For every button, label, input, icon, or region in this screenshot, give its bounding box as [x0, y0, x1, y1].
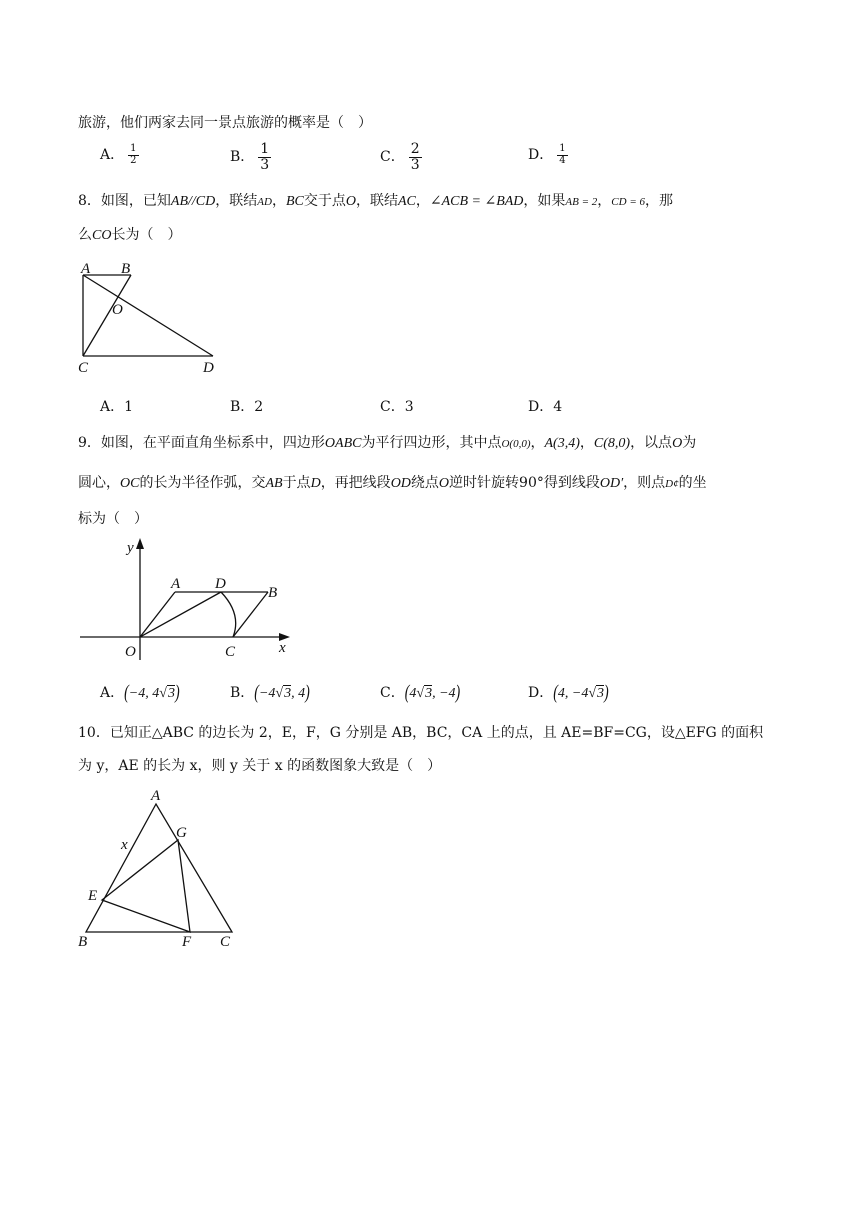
- q9-option-c[interactable]: C．(4√3, −4): [380, 682, 461, 705]
- q9-option-a[interactable]: A．(−4, 4√3): [100, 682, 180, 705]
- label-e: E: [88, 888, 98, 904]
- q8-option-c[interactable]: C．3: [380, 399, 414, 415]
- q10-stem-line1: 10．已知正△ABC 的边长为 2，E，F，G 分别是 AB，BC，CA 上的点，且 AE=BF=CG，设△EFG 的面积: [78, 725, 764, 741]
- label-c: C: [225, 644, 236, 660]
- q8-stem-line2: 么CO长为（ ）: [78, 227, 182, 243]
- q9-option-b[interactable]: B．(−4√3, 4): [230, 682, 310, 705]
- fraction: $\frac{1}{3}$: [260, 141, 270, 173]
- label-o: O: [125, 644, 136, 660]
- q8-stem-line1: 8．如图，已知AB//CD，联结AD，BC交于点O，联结AC，∠ACB = ∠BAD，如果AB = 2，CD = 6，那: [78, 193, 674, 209]
- label-b: B: [268, 585, 278, 601]
- q7-option-d[interactable]: D． $\frac{1}{4}$: [528, 143, 566, 166]
- q8-option-b[interactable]: B．2: [230, 399, 264, 415]
- q9-stem-line2: 圆心，OC的长为半径作弧，交AB于点D，再把线段OD绕点O逆时针旋转90°得到线段OD′，则点D¢的坐: [78, 475, 707, 491]
- label-c: C: [220, 934, 231, 950]
- label-x: x: [279, 640, 286, 656]
- label-b: B: [121, 261, 131, 277]
- q9-option-d[interactable]: D．(4, −4√3): [528, 682, 609, 705]
- q9-stem-line1: 9．如图，在平面直角坐标系中，四边形OABC为平行四边形，其中点O(0,0)，A(3,4)，C(8,0)，以点O为: [78, 435, 697, 451]
- label-a: A: [151, 788, 161, 804]
- q7-stem: 旅游，他们两家去同一景点旅游的概率是（ ）: [78, 115, 372, 131]
- q7-option-a[interactable]: A． $\frac{1}{2}$: [100, 143, 137, 166]
- label-b: B: [78, 934, 88, 950]
- label-f: F: [182, 934, 192, 950]
- label-o: O: [112, 302, 123, 318]
- label-a: A: [81, 261, 91, 277]
- q8-option-a[interactable]: A．1: [100, 399, 134, 415]
- q10-stem-line2: 为 y，AE 的长为 x，则 y 关于 x 的函数图象大致是（ ）: [78, 758, 442, 774]
- q8-option-d[interactable]: D．4: [528, 399, 563, 415]
- label-d: D: [203, 360, 214, 376]
- label-g: G: [176, 825, 187, 841]
- label-c: C: [78, 360, 89, 376]
- label-x: x: [121, 837, 128, 853]
- fraction: $\frac{1}{4}$: [559, 143, 566, 166]
- fraction: $\frac{1}{2}$: [130, 143, 137, 166]
- label-y: y: [127, 540, 134, 556]
- q7-option-c[interactable]: C． $\frac{2}{3}$: [380, 141, 420, 173]
- q7-option-b[interactable]: B． $\frac{1}{3}$: [230, 141, 270, 173]
- label-a: A: [171, 576, 181, 592]
- q9-stem-line3: 标为（ ）: [78, 511, 148, 527]
- label-d: D: [215, 576, 226, 592]
- fraction: $\frac{2}{3}$: [410, 141, 420, 173]
